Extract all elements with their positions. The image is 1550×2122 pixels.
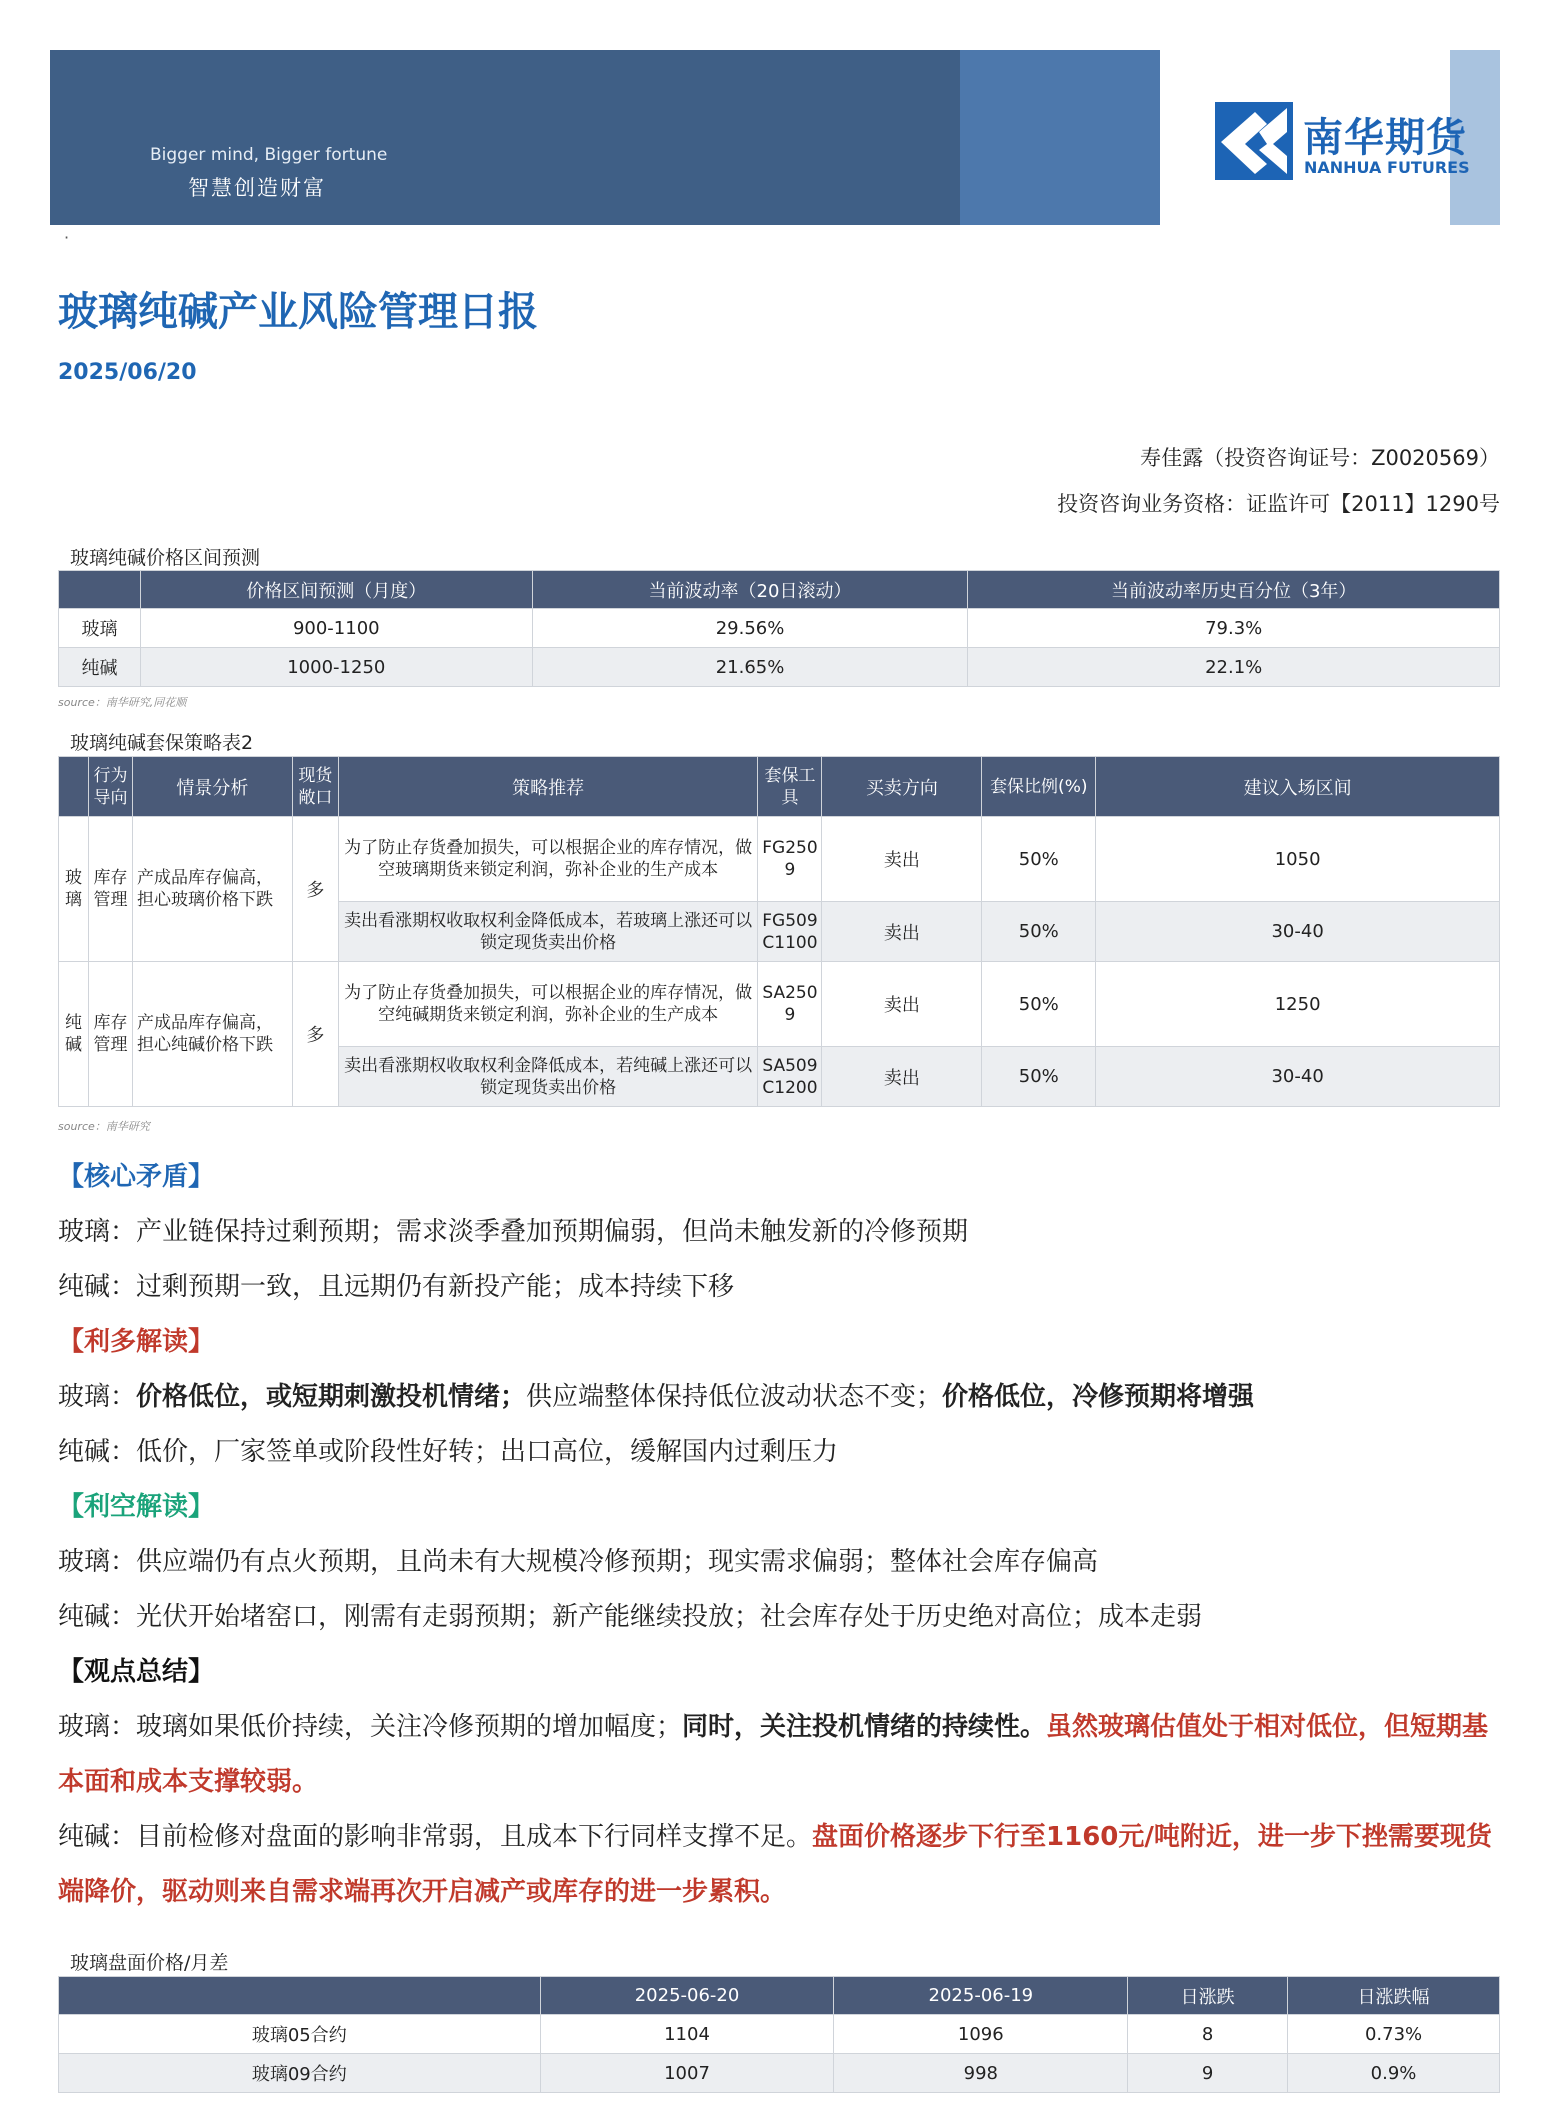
table-row	[59, 648, 1500, 687]
table1-cell: 玻璃	[59, 609, 141, 648]
table2-range: 1050	[1096, 817, 1500, 902]
table2-caption: 玻璃纯碱套保策略表2	[70, 732, 254, 754]
table1-cell: 900-1100	[140, 609, 532, 648]
table2-range: 30-40	[1096, 1047, 1500, 1107]
table-row	[59, 2054, 1500, 2093]
table1-cell: 1000-1250	[140, 648, 532, 687]
nanhua-logo-icon	[1215, 102, 1293, 180]
table2-header: 建议入场区间	[1096, 757, 1500, 817]
bull-glass-bold1: 价格低位，或短期刺激投机情绪；	[136, 1382, 527, 1412]
table-row	[59, 609, 1500, 648]
table3-header: 日涨跌	[1128, 1977, 1288, 2015]
table2-strategy: 为了防止存货叠加损失，可以根据企业的库存情况，做空纯碱期货来锁定利润，弥补企业的生产成本	[338, 962, 758, 1047]
core-glass: 玻璃：产业链保持过剩预期；需求淡季叠加预期偏弱，但尚未触发新的冷修预期	[58, 1217, 969, 1247]
table1-cell: 21.65%	[532, 648, 968, 687]
table2-exposure: 多	[292, 817, 338, 962]
summary-soda-plain: 纯碱：目前检修对盘面的影响非常弱，且成本下行同样支撑不足。	[58, 1822, 813, 1852]
bear-soda: 纯碱：光伏开始堵窑口，刚需有走弱预期；新产能继续投放；社会库存处于历史绝对高位；成本走弱	[58, 1602, 1203, 1632]
table-row	[59, 817, 1500, 902]
table2-tool: SA509C1200	[758, 1047, 822, 1107]
hedging-strategy-table	[58, 756, 1500, 1107]
table2-header: 套保工具	[758, 757, 822, 817]
table2-header: 行为导向	[88, 757, 132, 817]
logo-english-name: NANHUA FUTURES	[1304, 158, 1470, 177]
bull-glass-prefix: 玻璃：	[58, 1382, 137, 1412]
price-range-table	[58, 570, 1500, 687]
table2-ratio: 50%	[982, 1047, 1096, 1107]
logo-chinese-name: 南华期货	[1303, 115, 1467, 161]
analysis-sections	[58, 1150, 1503, 1920]
table-row	[59, 2015, 1500, 2054]
table1-source: source：南华研究,同花顺	[58, 696, 187, 709]
table2-range: 1250	[1096, 962, 1500, 1047]
table2-exposure: 多	[292, 962, 338, 1107]
table2-product: 纯碱	[59, 962, 89, 1107]
table2-direction: 卖出	[822, 962, 982, 1047]
table3-cell: 1096	[834, 2015, 1128, 2054]
table2-ratio: 50%	[982, 817, 1096, 902]
summary-glass	[58, 1700, 1503, 1810]
table3-header: 2025-06-19	[834, 1977, 1128, 2015]
table1-header: 价格区间预测（月度）	[140, 571, 532, 609]
table1-header	[59, 571, 141, 609]
table2-ratio: 50%	[982, 902, 1096, 962]
table-row	[59, 962, 1500, 1047]
summary-soda-red: 盘面价格逐步下行至1160元/吨附近，进一步下挫需要现货端降价，驱动则来自需求端再次开启减产或库存的进一步累积。	[58, 1822, 1492, 1907]
report-license: 投资咨询业务资格：证监许可【2011】1290号	[1057, 492, 1500, 516]
bull-soda: 纯碱：低价，厂家签单或阶段性好转；出口高位，缓解国内过剩压力	[58, 1437, 839, 1467]
table3-header	[59, 1977, 541, 2015]
bull-glass	[58, 1370, 1503, 1425]
table2-product: 玻璃	[59, 817, 89, 962]
table3-header: 日涨跌幅	[1288, 1977, 1500, 2015]
table3-cell: 玻璃05合约	[59, 2015, 541, 2054]
table2-scenario: 产成品库存偏高，担心纯碱价格下跌	[132, 962, 292, 1107]
table2-direction: 卖出	[822, 817, 982, 902]
table3-cell: 8	[1128, 2015, 1288, 2054]
table1-cell: 22.1%	[968, 648, 1500, 687]
table2-behavior: 库存管理	[88, 962, 132, 1107]
table2-header: 现货敞口	[292, 757, 338, 817]
bear-glass: 玻璃：供应端仍有点火预期，且尚未有大规模冷修预期；现实需求偏弱；整体社会库存偏高	[58, 1547, 1099, 1577]
header-banner	[50, 50, 1500, 225]
bear-heading: 【利空解读】	[58, 1492, 215, 1522]
table2-strategy: 卖出看涨期权收取权利金降低成本，若玻璃上涨还可以锁定现货卖出价格	[338, 902, 758, 962]
summary-glass-bold: 同时，关注投机情绪的持续性。	[682, 1712, 1047, 1742]
bull-glass-bold2: 价格低位，冷修预期将增强	[942, 1382, 1255, 1412]
table3-cell: 998	[834, 2054, 1128, 2093]
slogan-english: Bigger mind, Bigger fortune	[150, 145, 388, 165]
table2-range: 30-40	[1096, 902, 1500, 962]
table1-header: 当前波动率历史百分位（3年）	[968, 571, 1500, 609]
table2-tool: FG2509	[758, 817, 822, 902]
table3-cell: 0.73%	[1288, 2015, 1500, 2054]
banner-band-mid	[960, 50, 1160, 225]
table2-header: 策略推荐	[338, 757, 758, 817]
summary-glass-red: 虽然玻璃估值处于相对低位，但短期基本面和成本支撑较弱。	[58, 1712, 1489, 1797]
table2-direction: 卖出	[822, 902, 982, 962]
table2-tool: FG509C1100	[758, 902, 822, 962]
bull-glass-mid: 供应端整体保持低位波动状态不变；	[526, 1382, 943, 1412]
table2-header: 情景分析	[132, 757, 292, 817]
report-date: 2025/06/20	[58, 360, 197, 385]
table2-header	[59, 757, 89, 817]
table2-source: source：南华研究	[58, 1120, 150, 1133]
report-title: 玻璃纯碱产业风险管理日报	[58, 289, 538, 335]
table1-cell: 79.3%	[968, 609, 1500, 648]
table2-direction: 卖出	[822, 1047, 982, 1107]
bull-heading: 【利多解读】	[58, 1327, 215, 1357]
table3-caption: 玻璃盘面价格/月差	[70, 1952, 229, 1974]
table2-tool: SA2509	[758, 962, 822, 1047]
table2-header: 买卖方向	[822, 757, 982, 817]
table2-strategy: 为了防止存货叠加损失，可以根据企业的库存情况，做空玻璃期货来锁定利润，弥补企业的生产成本	[338, 817, 758, 902]
report-author: 寿佳露（投资咨询证号：Z0020569）	[1140, 446, 1500, 470]
table2-ratio: 50%	[982, 962, 1096, 1047]
table3-cell: 0.9%	[1288, 2054, 1500, 2093]
glass-price-table	[58, 1976, 1500, 2093]
summary-glass-plain: 玻璃：玻璃如果低价持续，关注冷修预期的增加幅度；	[58, 1712, 683, 1742]
table2-header: 套保比例(%)	[982, 757, 1096, 817]
table1-cell: 29.56%	[532, 609, 968, 648]
table3-cell: 9	[1128, 2054, 1288, 2093]
table2-strategy: 卖出看涨期权收取权利金降低成本，若纯碱上涨还可以锁定现货卖出价格	[338, 1047, 758, 1107]
table3-header: 2025-06-20	[540, 1977, 834, 2015]
table3-cell: 1104	[540, 2015, 834, 2054]
table2-behavior: 库存管理	[88, 817, 132, 962]
table1-header: 当前波动率（20日滚动）	[532, 571, 968, 609]
core-heading: 【核心矛盾】	[58, 1162, 215, 1192]
table1-caption: 玻璃纯碱价格区间预测	[70, 547, 261, 569]
table1-cell: 纯碱	[59, 648, 141, 687]
table3-cell: 玻璃09合约	[59, 2054, 541, 2093]
table2-scenario: 产成品库存偏高，担心玻璃价格下跌	[132, 817, 292, 962]
summary-soda	[58, 1810, 1503, 1920]
dot-mark: ·	[64, 228, 70, 247]
summary-heading: 【观点总结】	[58, 1657, 215, 1687]
table3-cell: 1007	[540, 2054, 834, 2093]
core-soda: 纯碱：过剩预期一致，且远期仍有新投产能；成本持续下移	[58, 1272, 735, 1302]
slogan-chinese: 智慧创造财富	[188, 176, 326, 200]
